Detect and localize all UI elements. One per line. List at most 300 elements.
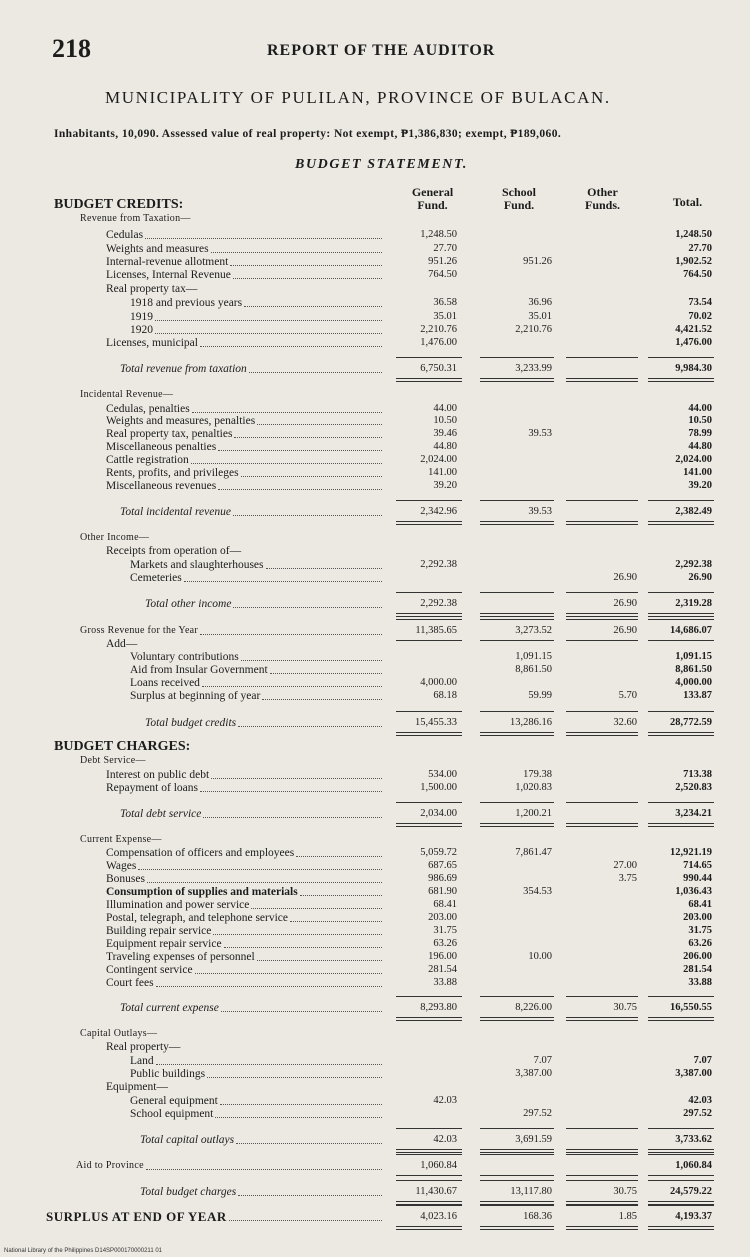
cell-total: 297.52 [683,1108,712,1119]
cell-general-fund: 2,024.00 [420,454,457,465]
leader-dots [296,856,382,857]
row-label: Aid to Province [76,1160,144,1171]
rule-line [566,802,638,803]
rule-line [566,592,638,593]
table-row [0,336,750,350]
leader-dots [257,960,382,961]
cell-total: 714.65 [683,860,712,871]
leader-dots [262,699,382,700]
row-label: Bonuses [106,873,145,885]
cell-general-fund: 11,385.65 [415,625,457,636]
municipality-title: MUNICIPALITY OF PULILAN, PROVINCE OF BULACAN. [105,88,611,107]
table-row [0,362,750,376]
rule-line [396,613,462,617]
leader-dots [241,660,382,661]
scan-footer: National Library of the Philippines D14SP000170000211 01 [4,1248,163,1254]
leader-dots [146,1169,382,1170]
cell-general-fund: 68.18 [433,690,457,701]
table-row [0,544,750,558]
rule-line [648,1149,714,1153]
rule-line [480,1128,554,1129]
row-label: BUDGET CHARGES: [54,739,191,754]
rule-line [480,732,554,736]
row-label: Total debt service [120,808,202,820]
cell-general-fund: 2,034.00 [420,808,457,819]
cell-other-funds: 1.85 [618,1211,637,1222]
leader-dots [234,437,382,438]
leader-dots [156,1064,382,1065]
cell-general-fund: 44.80 [433,441,457,452]
cell-total: 3,733.62 [675,1134,712,1145]
row-label: 1919 [130,311,153,323]
row-label: Total incidental revenue [120,506,231,518]
cell-total: 990.44 [683,873,712,884]
rule-line [648,1128,714,1129]
rule-line [396,823,462,827]
cell-other-funds: 26.90 [613,598,637,609]
row-label: Land [130,1055,154,1067]
rule-line [648,1017,714,1021]
cell-total: 78.99 [688,428,712,439]
row-label: Rents, profits, and privileges [106,467,239,479]
cell-school-fund: 1,091.15 [515,651,552,662]
cell-total: 4,421.52 [675,324,712,335]
row-label: Postal, telegraph, and telephone service [106,912,289,924]
rule-line [396,1149,462,1153]
rule-line [566,1180,638,1181]
cell-total: 141.00 [683,467,712,478]
leader-dots [230,265,382,266]
rule-line [396,1226,462,1230]
cell-total: 10.50 [688,415,712,426]
row-label: Loans received [130,677,200,689]
row-label: Cemeteries [130,572,182,584]
row-label: Real property tax— [106,283,198,295]
cell-total: 16,550.55 [670,1002,712,1013]
rule-line [480,521,554,525]
leader-dots [300,895,382,896]
column-header-total: Total. [672,195,703,209]
leader-dots [249,372,382,373]
cell-general-fund: 10.50 [433,415,457,426]
rule-line [480,1149,554,1153]
table-row [0,1107,750,1121]
cell-total: 4,000.00 [675,677,712,688]
column-header-school-fund: School Fund. [501,185,536,212]
cell-school-fund: 1,020.83 [515,782,552,793]
cell-general-fund: 986.69 [428,873,457,884]
rule-line [648,802,714,803]
rule-line [566,357,638,358]
table-row [0,268,750,282]
row-label: Traveling expenses of personnel [106,951,255,963]
row-label: Voluntary contributions [130,651,239,663]
cell-school-fund: 1,200.21 [515,808,552,819]
rule-line [648,1180,714,1181]
cell-other-funds: 3.75 [618,873,637,884]
row-label: Total current expense [120,1002,219,1014]
cell-total: 203.00 [683,912,712,923]
page-header [52,34,712,66]
rule-line [648,823,714,827]
leader-dots [251,908,382,909]
rule-line [396,996,462,997]
table-row [0,781,750,795]
row-label: Gross Revenue for the Year [80,625,199,636]
cell-general-fund: 5,059.72 [420,847,457,858]
row-label: Debt Service— [80,755,146,766]
cell-general-fund: 68.41 [433,899,457,910]
row-label: Total budget charges [140,1186,237,1198]
cell-school-fund: 354.53 [523,886,552,897]
row-label: Consumption of supplies and materials [106,886,298,898]
row-label: Aid from Insular Government [130,664,268,676]
cell-school-fund: 8,861.50 [515,664,552,675]
rule-line [566,823,638,827]
rule-line [480,1226,554,1230]
table-row [0,898,750,912]
table-row [0,212,750,226]
table-row [0,1067,750,1081]
rule-line [566,1017,638,1021]
cell-total: 42.03 [688,1095,712,1106]
rule-line [480,619,554,620]
row-label: Total capital outlays [140,1134,235,1146]
table-row [0,597,750,611]
cell-school-fund: 35.01 [528,311,552,322]
rule-line [396,1175,462,1176]
row-label: Court fees [106,977,154,989]
row-label: 1920 [130,324,153,336]
cell-general-fund: 1,500.00 [420,782,457,793]
cell-total: 1,091.15 [675,651,712,662]
cell-school-fund: 3,691.59 [515,1134,552,1145]
rule-line [648,1205,714,1206]
table-row [0,1040,750,1054]
rule-line [566,1149,638,1153]
leader-dots [236,1143,382,1144]
rule-line [566,613,638,617]
row-label: BUDGET CREDITS: [54,197,184,212]
table-row [0,282,750,296]
cell-total: 24,579.22 [670,1186,712,1197]
table-row [0,754,750,768]
table-row [0,663,750,677]
rule-line [566,1226,638,1230]
cell-school-fund: 7.07 [533,1055,552,1066]
row-label: Public buildings [130,1068,206,1080]
leader-dots [211,252,382,253]
table-row [0,1080,750,1094]
cell-other-funds: 32.60 [613,717,637,728]
leader-dots [220,1104,382,1105]
cell-total: 44.00 [688,403,712,414]
table-row [0,242,750,256]
rule-line [480,500,554,501]
cell-total: 2,024.00 [675,454,712,465]
cell-total: 764.50 [683,269,712,280]
cell-general-fund: 15,455.33 [415,717,457,728]
cell-general-fund: 534.00 [428,769,457,780]
table-row [0,388,750,402]
row-label: Cattle registration [106,454,189,466]
table-row [0,466,750,480]
table-row [0,937,750,951]
rule-line [480,1205,554,1206]
cell-general-fund: 687.65 [428,860,457,871]
rule-line [648,1175,714,1176]
table-row [0,195,750,212]
cell-total: 63.26 [688,938,712,949]
leader-dots [290,921,382,922]
cell-other-funds: 27.00 [613,860,637,871]
cell-total: 28,772.59 [670,717,712,728]
table-row [0,976,750,990]
cell-school-fund: 3,233.99 [515,363,552,374]
row-label: Real property— [106,1041,181,1053]
rule-line [480,711,554,712]
table-row [0,1054,750,1068]
cell-total: 2,292.38 [675,559,712,570]
cell-general-fund: 11,430.67 [415,1186,457,1197]
table-row [0,624,750,638]
row-label: Total revenue from taxation [120,363,247,375]
cell-general-fund: 1,476.00 [420,337,457,348]
rule-line [566,640,638,641]
rule-line [648,1154,714,1155]
cell-general-fund: 281.54 [428,964,457,975]
table-row [0,1185,750,1199]
leader-dots [244,306,382,307]
cell-other-funds: 30.75 [613,1002,637,1013]
cell-total: 133.87 [683,690,712,701]
leader-dots [184,581,382,582]
rule-line [480,802,554,803]
leader-dots [241,476,382,477]
row-label: Capital Outlays— [80,1028,158,1039]
cell-school-fund: 13,286.16 [510,717,552,728]
row-label: Real property tax, penalties [106,428,233,440]
cell-total: 68.41 [688,899,712,910]
row-label: Illumination and power service [106,899,250,911]
leader-dots [191,463,382,464]
cell-total: 206.00 [683,951,712,962]
leader-dots [224,947,382,948]
column-header-general-fund: General Fund. [411,185,454,212]
cell-general-fund: 141.00 [428,467,457,478]
statement-title: BUDGET STATEMENT. [295,157,468,172]
cell-total: 14,686.07 [670,625,712,636]
rule-line [648,357,714,358]
cell-total: 8,861.50 [675,664,712,675]
cell-school-fund: 59.99 [528,690,552,701]
rule-line [566,1154,638,1155]
table-row [0,440,750,454]
rule-line [480,1180,554,1181]
row-label: SURPLUS AT END OF YEAR [46,1209,227,1224]
cell-school-fund: 39.53 [528,428,552,439]
rule-line [566,732,638,736]
leader-dots [238,726,382,727]
row-label: Total budget credits [145,717,237,729]
page-number: 218 [52,34,91,63]
row-label: Revenue from Taxation— [80,213,191,224]
row-label: 1918 and previous years [130,297,243,309]
rule-line [396,592,462,593]
rule-line [396,640,462,641]
cell-total: 26.90 [688,572,712,583]
leader-dots [200,791,382,792]
row-label: Receipts from operation of— [106,545,242,557]
leader-dots [138,869,382,870]
table-row [0,911,750,925]
rule-line [480,640,554,641]
leader-dots [215,1117,382,1118]
table-row [0,859,750,873]
row-label: Weights and measures, penalties [106,415,256,427]
cell-total: 713.38 [683,769,712,780]
table-row [0,571,750,585]
leader-dots [147,882,382,883]
table-row [0,255,750,269]
row-label: Equipment repair service [106,938,222,950]
cell-total: 1,476.00 [675,337,712,348]
rule-line [648,996,714,997]
table-row [0,833,750,847]
table-row [0,1027,750,1041]
rule-line [396,619,462,620]
table-row [0,323,750,337]
leader-dots [192,412,382,413]
cell-other-funds: 26.90 [613,625,637,636]
rule-line [566,500,638,501]
rule-line [480,1017,554,1021]
table-row [0,872,750,886]
cell-general-fund: 6,750.31 [420,363,457,374]
rule-line [648,1226,714,1230]
cell-general-fund: 63.26 [433,938,457,949]
table-row [0,228,750,242]
cell-general-fund: 42.03 [433,1095,457,1106]
cell-school-fund: 10.00 [528,951,552,962]
rule-line [480,996,554,997]
row-label: Wages [106,860,137,872]
cell-total: 73.54 [688,297,712,308]
rule-line [480,357,554,358]
cell-total: 2,319.28 [675,598,712,609]
table-row [0,924,750,938]
table-row [0,689,750,703]
cell-general-fund: 39.20 [433,480,457,491]
cell-general-fund: 33.88 [433,977,457,988]
rule-line [648,711,714,712]
row-label: Internal-revenue allotment [106,256,229,268]
table-row [0,846,750,860]
table-row [0,676,750,690]
row-label: General equipment [130,1095,218,1107]
rule-line [648,500,714,501]
rule-line [396,802,462,803]
table-row [0,1159,750,1173]
cell-school-fund: 3,387.00 [515,1068,552,1079]
cell-general-fund: 2,292.38 [420,598,457,609]
table-row [0,310,750,324]
cell-general-fund: 35.01 [433,311,457,322]
cell-total: 2,520.83 [675,782,712,793]
leader-dots [233,515,382,516]
leader-dots [202,686,382,687]
leader-dots [155,320,382,321]
cell-general-fund: 1,248.50 [420,229,457,240]
table-row [0,558,750,572]
cell-total: 4,193.37 [675,1211,712,1222]
cell-school-fund: 3,273.52 [515,625,552,636]
cell-school-fund: 7,861.47 [515,847,552,858]
table-row [0,1001,750,1015]
rule-line [396,1154,462,1155]
row-label: Building repair service [106,925,212,937]
leader-dots [238,1195,382,1196]
row-label: Repayment of loans [106,782,198,794]
leader-dots [221,1011,382,1012]
rule-line [648,592,714,593]
cell-other-funds: 5.70 [618,690,637,701]
leader-dots [200,634,382,635]
table-row [0,427,750,441]
leader-dots [233,278,382,279]
table-row [0,1133,750,1147]
cell-other-funds: 30.75 [613,1186,637,1197]
cell-total: 1,248.50 [675,229,712,240]
cell-general-fund: 4,000.00 [420,677,457,688]
cell-general-fund: 1,060.84 [420,1160,457,1171]
row-label: Licenses, Internal Revenue [106,269,231,281]
cell-total: 44.80 [688,441,712,452]
table-row [0,950,750,964]
cell-general-fund: 4,023.16 [420,1211,457,1222]
row-label: Add— [106,638,138,650]
rule-line [566,1205,638,1206]
cell-total: 9,984.30 [675,363,712,374]
cell-total: 39.20 [688,480,712,491]
rule-line [648,640,714,641]
leader-dots [200,346,382,347]
cell-school-fund: 8,226.00 [515,1002,552,1013]
cell-total: 27.70 [688,243,712,254]
row-label: Contingent service [106,964,193,976]
table-row [0,740,750,754]
cell-general-fund: 2,210.76 [420,324,457,335]
cell-total: 3,387.00 [675,1068,712,1079]
rule-line [648,378,714,382]
rule-line [566,1175,638,1176]
rule-line [480,823,554,827]
row-label: School equipment [130,1108,214,1120]
rule-line [648,619,714,620]
row-label: Equipment— [106,1081,168,1093]
leader-dots [195,973,382,974]
row-label: Surplus at beginning of year [130,690,261,702]
column-header-other-funds: Other Funds. [584,185,621,212]
running-head: REPORT OF THE AUDITOR [267,42,496,59]
table-row [0,885,750,899]
inhabitants-line: Inhabitants, 10,090. Assessed value of real property: Not exempt, ₱1,386,830; exempt, ₱189,060. [54,128,562,140]
cell-general-fund: 196.00 [428,951,457,962]
cell-school-fund: 168.36 [523,1211,552,1222]
rule-line [648,521,714,525]
rule-line [396,1128,462,1129]
table-row [0,963,750,977]
